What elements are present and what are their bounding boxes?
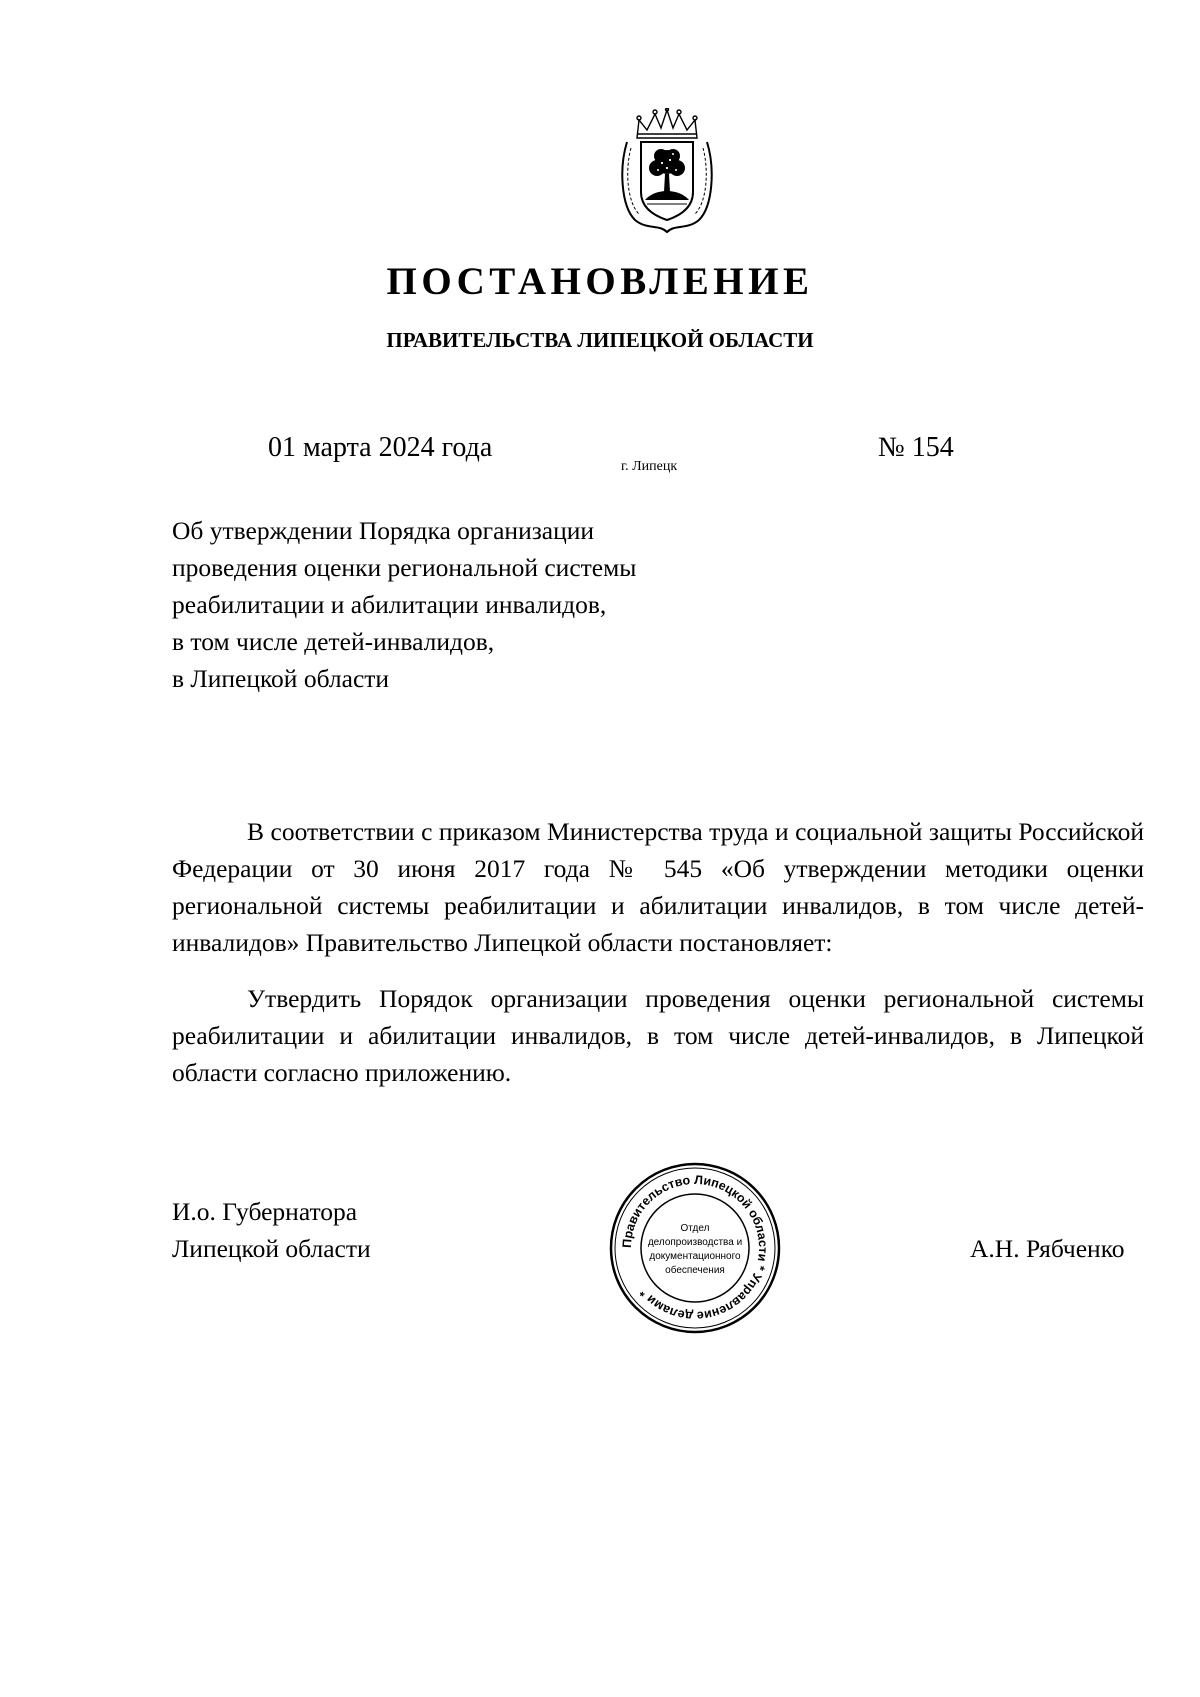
seal-ring-text: Правительство Липецкой области * Управление делами * [619,1172,771,1324]
signatory-position-line: И.о. Губернатора [172,1197,358,1226]
document-date: 01 марта 2024 года [268,432,493,463]
issuer-subtitle: ПРАВИТЕЛЬСТВА ЛИПЕЦКОЙ ОБЛАСТИ [386,328,814,352]
signatory-position-line: Липецкой области [172,1234,371,1263]
document-subject [172,512,732,697]
official-seal [605,1158,785,1338]
document-city: г. Липецк [621,459,678,474]
subject-line: проведения оценки региональной системы [172,553,637,582]
lipetsk-coat-of-arms-icon [617,108,717,234]
subject-line: реабилитации и абилитации инвалидов, [172,590,607,619]
subject-line: в том числе детей-инвалидов, [172,627,495,656]
seal-center-line: обеспечения [665,1265,725,1276]
signatory-name: А.Н. Рябченко [970,1234,1125,1263]
seal-center-line: Отдел [680,1223,710,1234]
subject-line: в Липецкой области [172,664,390,693]
subject-line: Об утверждении Порядка организации [172,516,595,545]
signatory-position [172,1193,371,1267]
seal-center-line: документационного [649,1251,741,1262]
body-paragraph-resolution: Утвердить Порядок организации проведения оценки региональной системы реабилитации и абилитации инвалидов, в том числе детей-инвалидов, в Липецкой области согласно приложению. [172,984,1144,1087]
seal-center-line: делопроизводства и [647,1237,743,1248]
document-number: № 154 [878,432,954,463]
document-title: ПОСТАНОВЛЕНИЕ [386,260,814,303]
body-paragraph-preamble: В соответствии с приказом Министерства труда и социальной защиты Российской Федерации от 30 июня 2017 года № 545 «Об утверждении методики оценки региональной системы реабилитации и абилитации инвалидов, в том числе детей-инвалидов» Правительство Липецкой области постановляет: [172,817,1144,957]
